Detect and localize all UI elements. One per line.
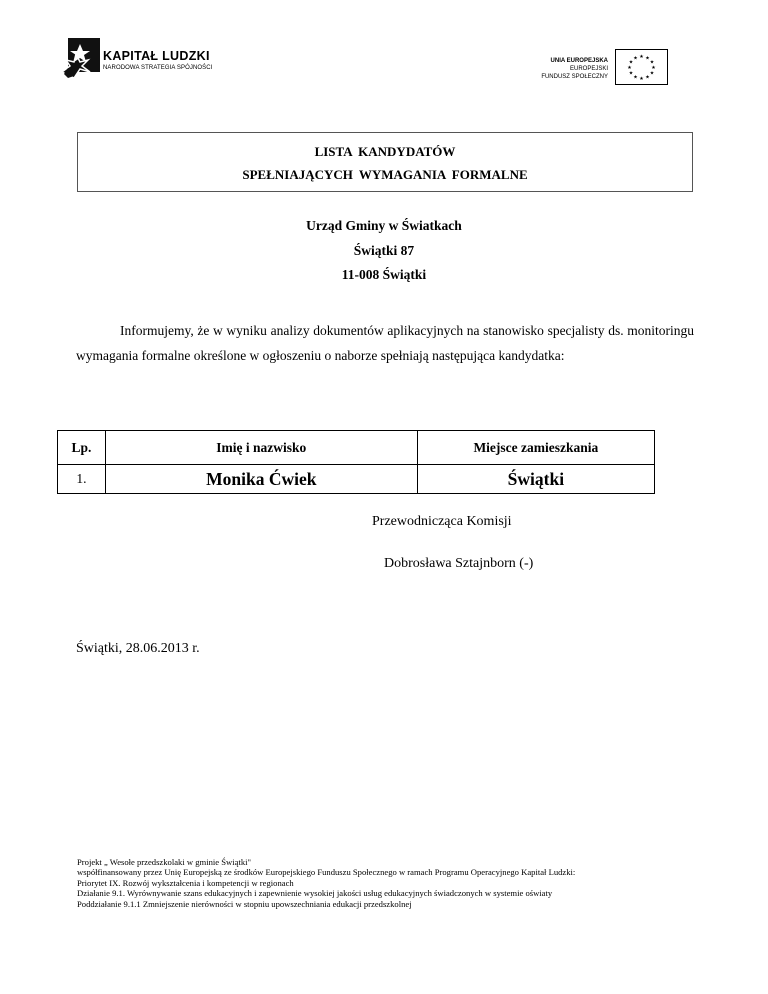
title-box — [77, 132, 693, 192]
kapital-ludzki-title: KAPITAŁ LUDZKI — [103, 49, 210, 63]
kapital-ludzki-star-logo-icon — [60, 38, 104, 82]
svg-text:★: ★ — [639, 54, 644, 60]
svg-text:★: ★ — [633, 55, 638, 62]
eu-logo-line1: UNIA EUROPEJSKA — [550, 58, 608, 64]
svg-text:★: ★ — [628, 59, 634, 66]
table-header-row — [58, 431, 655, 465]
footer-line: Projekt „ Wesołe przedszkolaki w gminie Świątki" — [77, 857, 252, 867]
document-date: Świątki, 28.06.2013 r. — [76, 641, 200, 656]
footer-line: Priorytet IX. Rozwój wykształcenia i kompetencji w regionach — [77, 877, 294, 888]
signature-name: Dobrosława Sztajnborn (-) — [384, 556, 534, 571]
candidate-name: Monika Ćwiek — [105, 465, 417, 494]
paragraph-text: Informujemy, że w wyniku analizy dokumentów aplikacyjnych na stanowisko specjalisty ds. monitoringu wymagania formalne określone w ogłoszeniu o naborze spełniają następująca kandydatka: — [76, 323, 694, 363]
address-line2: Świątki 87 — [353, 243, 415, 258]
svg-text:★: ★ — [645, 74, 650, 81]
signature-role: Przewodnicząca Komisji — [372, 514, 512, 529]
document-title-line2: SPEŁNIAJĄCYCH WYMAGANIA FORMALNE — [242, 167, 528, 182]
eu-flag-icon — [615, 49, 668, 85]
table-row — [58, 465, 655, 494]
eu-logo-line2: EUROPEJSKI — [569, 66, 608, 72]
address-line3: 11-008 Świątki — [341, 267, 427, 282]
document-title-line1: LISTA KANDYDATÓW — [314, 144, 456, 159]
svg-text:★: ★ — [627, 65, 632, 71]
project-footer — [77, 857, 575, 909]
kapital-ludzki-subtitle: NARODOWA STRATEGIA SPÓJNOŚCI — [103, 65, 213, 71]
header-residence: Miejsce zamieszkania — [417, 431, 654, 465]
candidate-residence: Świątki — [417, 465, 654, 494]
svg-text:★: ★ — [651, 65, 656, 71]
information-paragraph — [76, 318, 694, 368]
eu-logo-text — [541, 57, 608, 81]
footer-line: Poddziałanie 9.1.1 Zmniejszenie nierówności w stopniu upowszechniania edukacji przedszkolnej — [77, 898, 412, 909]
svg-text:★: ★ — [639, 76, 644, 82]
header-name: Imię i nazwisko — [105, 431, 417, 465]
svg-text:★: ★ — [628, 70, 634, 77]
header-number: Lp. — [58, 431, 106, 465]
svg-text:★: ★ — [649, 70, 655, 77]
svg-text:★: ★ — [633, 74, 638, 81]
address-line1: Urząd Gminy w Światkach — [306, 218, 462, 233]
svg-text:★: ★ — [645, 55, 650, 62]
footer-line: współfinansowany przez Unię Europejską ze środków Europejskiego Funduszu Społecznego w ramach Programu Operacyjnego Kapitał Ludzki: — [77, 867, 576, 878]
eu-logo-line3: FUNDUSZ SPOŁECZNY — [541, 74, 608, 80]
row-number: 1. — [58, 465, 106, 494]
svg-text:★: ★ — [649, 59, 655, 66]
candidates-table — [57, 430, 655, 494]
footer-line: Działanie 9.1. Wyrównywanie szans edukacyjnych i zapewnienie wysokiej jakości usług edukacyjnych świadczonych w systemie oświaty — [77, 888, 553, 899]
